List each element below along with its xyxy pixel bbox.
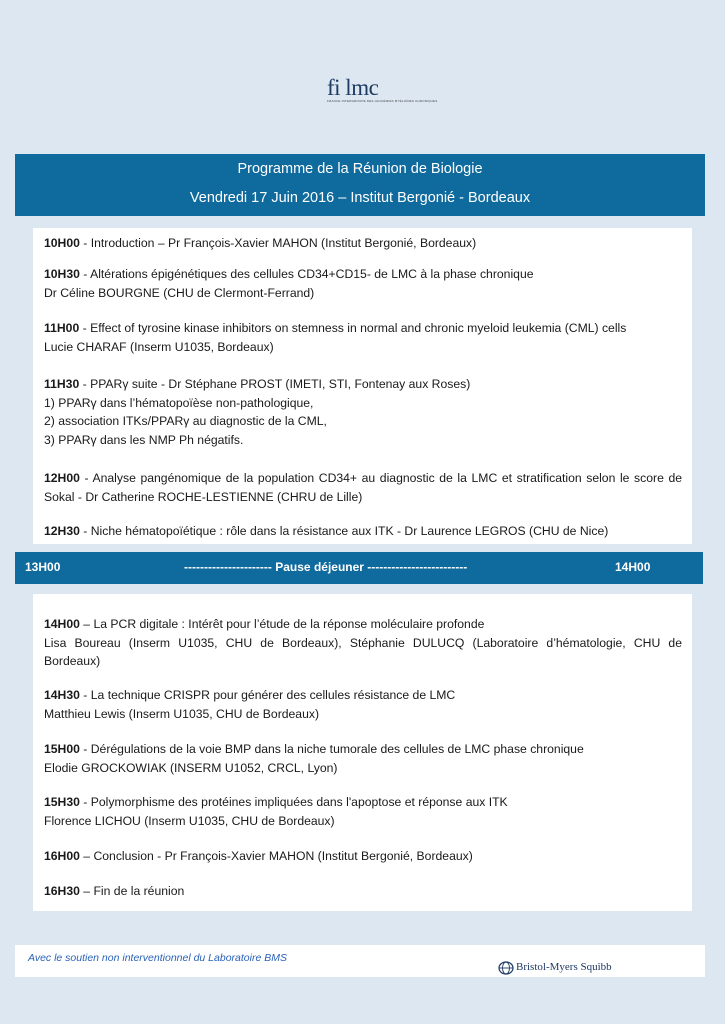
agenda-item [44,319,682,356]
item-speaker: Elodie GROCKOWIAK (INSERM U1052, CRCL, Lyon) [44,760,338,775]
item-title: - PPARγ suite - Dr Stéphane PROST (IMETI, STI, Fontenay aux Roses) [79,377,471,391]
item-title: - Introduction – Pr François-Xavier MAHON (Institut Bergonié, Bordeaux) [79,236,477,250]
support-note: Avec le soutien non interventionnel du Laboratoire BMS [28,952,287,964]
item-subpoint: 2) association ITKs/PPARγ au diagnostic de la CML, [44,414,327,428]
sponsor-footer [15,945,705,977]
item-title: - La technique CRISPR pour générer des cellules résistance de LMC [79,688,456,702]
item-title: - Analyse pangénomique de la population CD34+ au diagnostic de la LMC et stratification selon le score de Sokal - Dr Catherine ROCHE-LESTIENNE (CHRU de Lille) [44,471,682,504]
item-time: 12H00 [44,471,80,485]
item-time: 16H00 [44,849,80,863]
item-time: 14H00 [44,617,80,631]
item-speaker: Lucie CHARAF (Inserm U1035, Bordeaux) [44,339,274,354]
agenda-item [44,375,682,449]
agenda-item [44,615,682,671]
pause-start-time: 13H00 [25,560,61,574]
item-time: 16H30 [44,884,80,898]
agenda-item [44,522,682,541]
programme-date-venue: Vendredi 17 Juin 2016 – Institut Bergonié - Bordeaux [189,190,531,206]
agenda-item [44,265,682,302]
item-time: 12H30 [44,524,80,538]
logo-tagline: FRANCE INTERGROUPE DES LEUCÉMIES MYÉLOÏDES CHRONIQUES [327,99,438,103]
agenda-item [44,847,682,866]
item-time: 11H00 [44,321,80,335]
item-title: - Altérations épigénétiques des cellules CD34+CD15- de LMC à la phase chronique [79,267,534,281]
item-time: 15H00 [44,742,80,756]
afternoon-session [33,594,692,911]
agenda-item [44,234,682,253]
item-time: 14H30 [44,688,80,702]
morning-session [33,228,692,544]
lunch-break-bar [15,552,703,584]
agenda-item [44,740,682,777]
agenda-item [44,882,682,901]
programme-title: Programme de la Réunion de Biologie [237,161,483,177]
item-speaker: Dr Céline BOURGNE (CHU de Clermont-Ferrand) [44,285,315,300]
bms-logo [498,961,698,975]
item-speaker: Matthieu Lewis (Inserm U1035, CHU de Bordeaux) [44,706,320,721]
item-title: - Dérégulations de la voie BMP dans la niche tumorale des cellules de LMC phase chronique [79,742,584,756]
filmc-logo [327,75,438,104]
item-speaker: Florence LICHOU (Inserm U1035, CHU de Bordeaux) [44,813,335,828]
bms-name: Bristol-Myers Squibb [516,961,612,973]
item-title: – Fin de la réunion [79,884,185,898]
item-title: – La PCR digitale : Intérêt pour l’étude de la réponse moléculaire profonde [79,617,485,631]
agenda-item [44,686,682,723]
bms-emblem-icon [498,961,514,975]
item-subpoint: 3) PPARγ dans les NMP Ph négatifs. [44,432,244,447]
pause-label: ---------------------- Pause déjeuner ------------------------- [184,560,468,574]
item-time: 15H30 [44,795,80,809]
agenda-item [44,469,682,506]
item-speaker: Lisa Boureau (Inserm U1035, CHU de Bordeaux), Stéphanie DULUCQ (Laboratoire d’hématologie, CHU de Bordeaux) [44,635,682,668]
item-time: 11H30 [44,377,80,391]
item-time: 10H30 [44,267,80,281]
item-title: - Niche hématopoïétique : rôle dans la résistance aux ITK - Dr Laurence LEGROS (CHU de Nice) [79,524,609,538]
item-title: - Polymorphisme des protéines impliquées dans l'apoptose et réponse aux ITK [79,795,508,809]
item-title: – Conclusion - Pr François-Xavier MAHON (Institut Bergonié, Bordeaux) [79,849,473,863]
logo-wordmark: fi lmc [327,75,379,100]
agenda-item [44,793,682,830]
item-title: - Effect of tyrosine kinase inhibitors on stemness in normal and chronic myeloid leukemia (CML) cells [79,321,627,335]
item-time: 10H00 [44,236,80,250]
programme-header [15,154,705,216]
pause-end-time: 14H00 [615,560,651,574]
item-subpoint: 1) PPARγ dans l’hématopoïèse non-pathologique, [44,395,314,410]
